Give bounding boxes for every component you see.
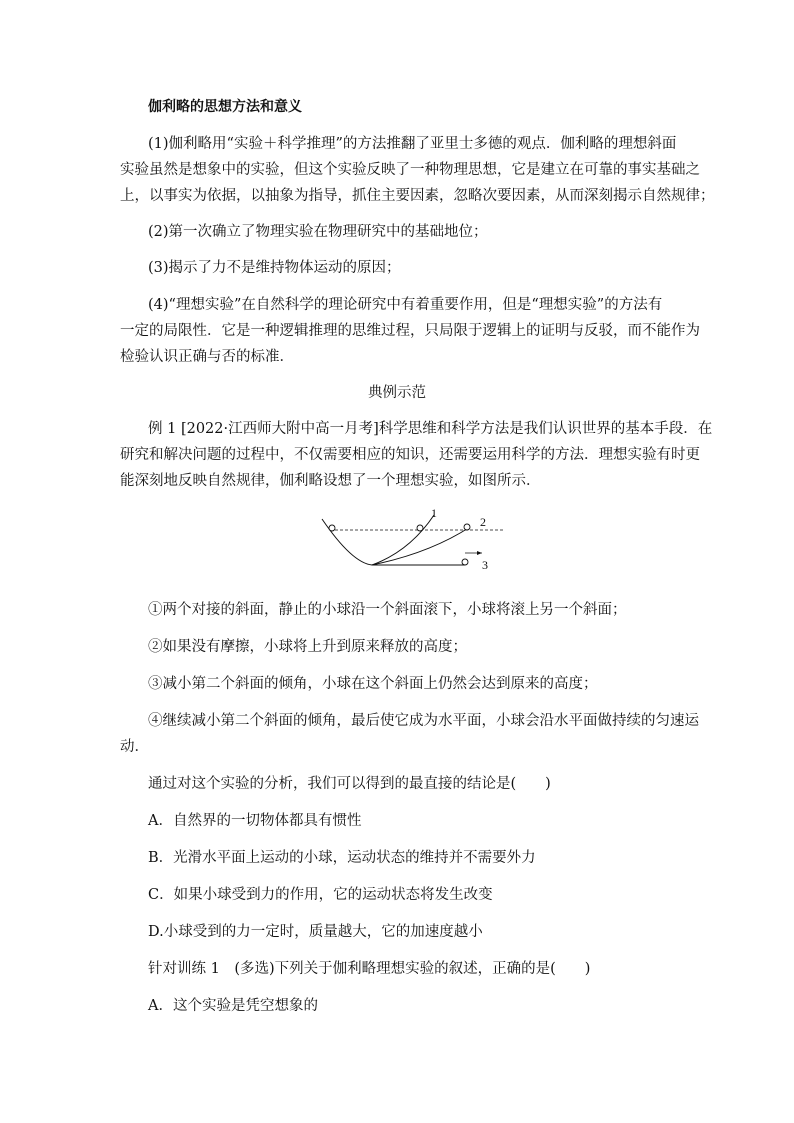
point-1-line-3: 上，以事实为依据，以抽象为指导，抓住主要因素，忽略次要因素，从而深刻揭示自然规律； <box>120 188 715 204</box>
point-4-line-3: 检验认识正确与否的标准． <box>120 349 294 365</box>
example-line-3: 能深刻地反映自然规律，伽利略设想了一个理想实验，如图所示． <box>120 473 541 489</box>
example-line-1: 例 1 [2022·江西师大附中高一月考]科学思维和科学方法是我们认识世界的基本手段．在 <box>148 421 713 437</box>
option-c: C．如果小球受到力的作用，它的运动状态将发生改变 <box>148 887 493 903</box>
label-2: 2 <box>480 515 486 529</box>
step-2: ②如果没有摩擦，小球将上升到原来释放的高度； <box>148 639 467 655</box>
training-option-a: A．这个实验是凭空想象的 <box>148 998 318 1014</box>
example-heading: 典例示范 <box>368 385 426 401</box>
point-2: (2)第一次确立了物理实验在物理研究中的基础地位； <box>148 224 488 240</box>
label-3: 3 <box>482 558 488 572</box>
ball-floor <box>462 559 468 565</box>
ball-slope-2 <box>464 524 470 530</box>
point-1-line-2: 实验虽然是想象中的实验，但这个实验反映了一种物理思想，它是建立在可靠的事实基础之 <box>120 162 700 178</box>
example-line-2: 研究和解决问题的过程中，不仅需要相应的知识，还需要运用科学的方法．理想实验有时更 <box>120 447 700 463</box>
ball-slope-1 <box>417 525 423 531</box>
step-4-line-1: ④继续减小第二个斜面的倾角，最后使它成为水平面，小球会沿水平面做持续的匀速运 <box>148 713 699 729</box>
slope-2 <box>372 527 470 565</box>
velocity-arrowhead <box>477 551 482 555</box>
step-4-line-2: 动． <box>120 739 149 755</box>
point-4-line-1: (4)“理想实验”在自然科学的理论研究中有着重要作用，但是“理想实验”的方法有 <box>148 297 663 313</box>
training-title: 针对训练 1 (多选)下列关于伽利略理想实验的叙述，正确的是( ) <box>148 961 591 977</box>
point-1-line-1: (1)伽利略用“实验＋科学推理”的方法推翻了亚里士多德的观点．伽利略的理想斜面 <box>148 136 677 152</box>
option-d: D.小球受到的力一定时，质量越大，它的加速度越小 <box>148 924 483 940</box>
point-3: (3)揭示了力不是维持物体运动的原因； <box>148 260 401 276</box>
ideal-experiment-figure <box>310 505 520 585</box>
question: 通过对这个实验的分析，我们可以得到的最直接的结论是( ) <box>148 776 551 792</box>
point-4-line-2: 一定的局限性．它是一种逻辑推理的思维过程，只局限于逻辑上的证明与反驳，而不能作为 <box>120 323 700 339</box>
section-title: 伽利略的思想方法和意义 <box>148 99 302 115</box>
label-1: 1 <box>431 506 437 520</box>
ball-start <box>329 525 335 531</box>
step-1: ①两个对接的斜面，静止的小球沿一个斜面滚下，小球将滚上另一个斜面； <box>148 602 627 618</box>
option-b: B．光滑水平面上运动的小球，运动状态的维持并不需要外力 <box>148 850 536 866</box>
step-3: ③减小第二个斜面的倾角，小球在这个斜面上仍然会达到原来的高度； <box>148 676 598 692</box>
option-a: A．自然界的一切物体都具有惯性 <box>148 813 362 829</box>
